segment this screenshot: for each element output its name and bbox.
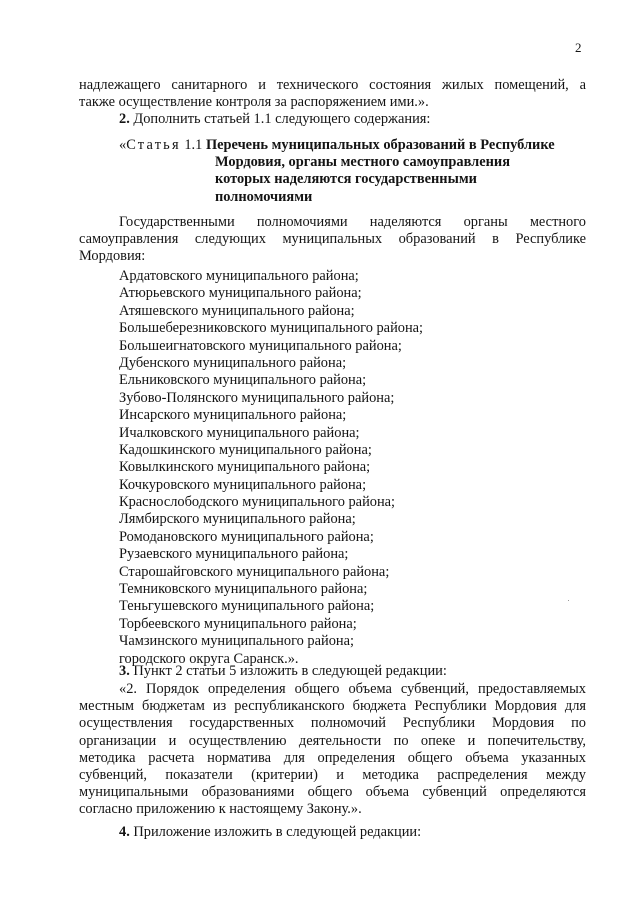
municipality-list-item: Инсарского муниципального района; [119,407,347,424]
quote-line-7: муниципальными образованиями общего объема субвенций определяются [79,784,586,801]
municipality-list-item: городского округа Саранск.». [119,650,299,667]
municipality-list-item: Ичалковского муниципального района; [119,424,360,441]
intro-line-2: также осуществление контроля за распоряжением ими.». [79,94,429,111]
item-3-number: 3. [119,663,130,679]
amendment-item-2 [119,111,589,128]
municipality-list-item: Кадошкинского муниципального района; [119,441,372,458]
body-line-3: Мордовия: [79,248,146,265]
municipality-list-item: Атюрьевского муниципального района; [119,285,362,302]
item-4-number: 4. [119,824,130,840]
quote-line-3: осуществления государственных полномочий Республики Мордовия по [79,715,586,732]
municipality-list-item: Темниковского муниципального района; [119,581,368,598]
article-word: Статья [126,137,181,153]
municipality-list-item: Кочкуровского муниципального района; [119,476,367,493]
municipality-list-item: Большеберезниковского муниципального района; [119,320,424,337]
article-body-paragraph [79,214,586,266]
quote-line-8: согласно приложению к настоящему Закону.». [79,801,362,818]
municipality-list-item: Рузаевского муниципального района; [119,546,349,563]
municipality-list-item: Теньгушевского муниципального района; [119,598,375,615]
article-title-line-1: Перечень муниципальных образований в Республике [205,137,555,153]
intro-paragraph [79,77,586,111]
municipality-list-item: Ромодановского муниципального района; [119,528,374,545]
municipality-list-item: Большеигнатовского муниципального района; [119,337,402,354]
item-4-text: Приложение изложить в следующей редакции: [129,824,422,840]
quote-line-2: местным бюджетам из республиканского бюджета Республики Мордовия для [79,698,586,715]
quote-line-4: организации и осуществлению деятельности по опеке и попечительству, [79,732,586,749]
article-heading [119,137,599,206]
municipality-list-item: Зубово-Полянского муниципального района; [119,389,395,406]
article-title-line-4: полномочиями [215,188,313,205]
article-title-line-3: которых наделяются государственными [215,171,477,188]
quote-line-1: «2. Порядок определения общего объема субвенций, предоставляемых [119,681,586,697]
amendment-item-3 [119,663,589,680]
body-line-1: Государственными полномочиями наделяются органы местного [119,214,586,230]
item-2-number: 2. [119,111,130,127]
municipality-list-item: Лямбирского муниципального района; [119,511,356,528]
municipality-list-item: Старошайговского муниципального района; [119,563,390,580]
municipality-list-item: Ельниковского муниципального района; [119,372,367,389]
amendment-item-4 [119,824,589,841]
body-line-2: самоуправления следующих муниципальных образований в Республике [79,231,586,248]
article-number: 1.1 [180,137,206,153]
scan-speck [568,600,569,601]
article-open-quote: « [119,137,127,153]
item-2-text: Дополнить статьей 1.1 следующего содержания: [129,111,431,127]
municipality-list-item: Дубенского муниципального района; [119,354,347,371]
municipality-list-item: Атяшевского муниципального района; [119,302,355,319]
intro-line-1: надлежащего санитарного и технического состояния жилых помещений, а [79,77,586,93]
item-3-quoted-paragraph [79,681,586,819]
municipality-list-item: Краснослободского муниципального района; [119,494,396,511]
municipality-list-item: Ардатовского муниципального района; [119,268,359,284]
municipality-list-item: Торбеевского муниципального района; [119,615,357,632]
item-3-text: Пункт 2 статьи 5 изложить в следующей редакции: [129,663,447,679]
article-title-line-2: Мордовия, органы местного самоуправления [215,154,511,171]
municipality-list-item: Ковылкинского муниципального района; [119,459,371,476]
quote-line-6: субвенций, показатели (критерии) и методика распределения между [79,767,586,784]
quote-line-5: методика расчета норматива для определения общего объема указанных [79,749,586,766]
municipality-list [119,268,423,668]
page-number: 2 [575,40,582,55]
municipality-list-item: Чамзинского муниципального района; [119,633,354,650]
